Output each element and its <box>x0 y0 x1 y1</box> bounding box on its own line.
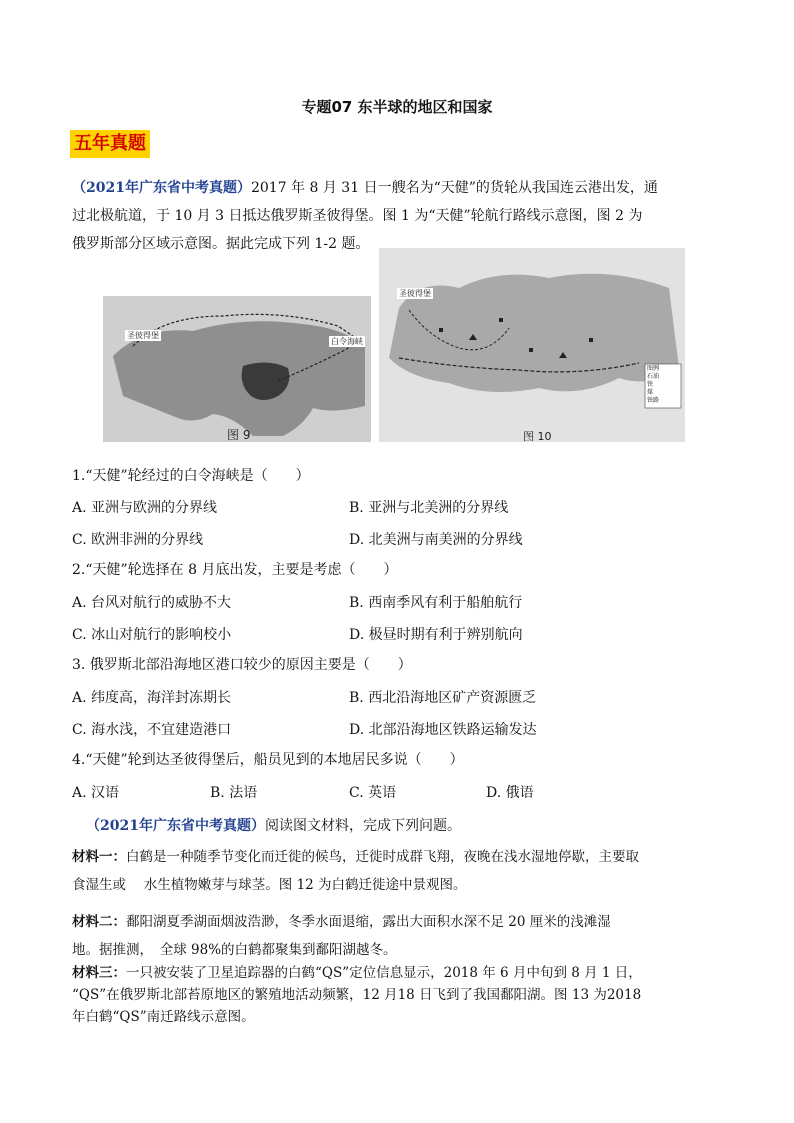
map-label-st-petersburg: 圣彼得堡 <box>399 289 431 298</box>
q4-option-a: A. 汉语 <box>72 785 120 801</box>
q3-option-a: A. 纬度高，海洋封冻期长 <box>72 690 232 706</box>
q1-option-d: D. 北美洲与南美洲的分界线 <box>349 532 523 548</box>
material-3-line-2: “QS”在俄罗斯北部苔原地区的繁殖地活动频繁，12 月18 日飞到了我国鄱阳湖。图 13 为2018 <box>72 987 642 1003</box>
legend-iron: 铁 <box>647 381 654 388</box>
question-3-stem: 3. 俄罗斯北部沿海地区港口较少的原因主要是（ ） <box>72 657 412 673</box>
russia-map-graphic <box>379 248 685 442</box>
material-2-line-1: 鄱阳湖夏季湖面烟波浩渺，冬季水面退缩，露出大面积水深不足 20 厘米的浅滩湿 <box>126 914 611 930</box>
q2-option-c: C. 冰山对航行的影响校小 <box>72 627 232 643</box>
figure-10-map <box>379 248 685 442</box>
page-title: 专题07 东半球的地区和国家 <box>301 98 493 116</box>
intro-2 <box>86 816 461 836</box>
q4-option-c: C. 英语 <box>349 785 397 801</box>
figure-10-caption: 图 10 <box>523 430 552 442</box>
material-3-label: 材料三： <box>72 965 126 981</box>
route-map-graphic <box>103 296 371 442</box>
q3-option-b: B. 西北沿海地区矿产资源匮乏 <box>349 690 537 706</box>
material-1-label: 材料一： <box>72 849 126 865</box>
q3-option-c: C. 海水浅，不宜建造港口 <box>72 722 232 738</box>
q2-option-a: A. 台风对航行的威胁不大 <box>72 595 232 611</box>
material-2-line-2: 地。据推测， 全球 98%的白鹤都聚集到鄱阳湖越冬。 <box>72 942 397 958</box>
q2-option-b: B. 西南季风有利于船舶航行 <box>349 595 523 611</box>
intro-paragraph <box>72 174 722 258</box>
legend-railway: 铁路 <box>647 397 660 404</box>
material-3-line-3: 年白鹤“QS”南迁路线示意图。 <box>72 1009 255 1025</box>
material-1 <box>72 843 722 899</box>
material-1-line-1: 白鹤是一种随季节变化而迁徙的候鸟，迁徙时成群飞翔，夜晚在浅水湿地停歇，主要取 <box>126 849 639 865</box>
map-legend <box>647 365 659 405</box>
legend-coal: 煤 <box>647 389 654 396</box>
q4-option-d: D. 俄语 <box>486 785 534 801</box>
q1-option-c: C. 欧洲非洲的分界线 <box>72 532 204 548</box>
material-2-label: 材料二： <box>72 914 126 930</box>
figure-9-map <box>103 296 371 442</box>
q3-option-d: D. 北部沿海地区铁路运输发达 <box>349 722 537 738</box>
legend-title: 图例 <box>647 365 660 372</box>
material-2 <box>72 908 722 964</box>
material-1-line-2: 食湿生或 水生植物嫩芽与球茎。图 12 为白鹤迁徙途中景观图。 <box>72 877 467 893</box>
intro-2-text: 阅读图文材料，完成下列问题。 <box>264 818 461 834</box>
question-1-stem: 1.“天健”轮经过的白令海峡是（ ） <box>72 468 310 484</box>
intro-line-2: 过北极航道，于 10 月 3 日抵达俄罗斯圣彼得堡。图 1 为“天健”轮航行路线示意图，图 2 为 <box>72 208 643 224</box>
intro-line-1: 2017 年 8 月 31 日一艘名为“天健”的货轮从我国连云港出发，通 <box>250 180 658 196</box>
intro-line-3: 俄罗斯部分区域示意图。据此完成下列 1-2 题。 <box>72 236 370 252</box>
q4-option-b: B. 法语 <box>210 785 258 801</box>
q2-option-d: D. 极昼时期有利于辨别航向 <box>349 627 523 643</box>
source-tag: （2021年广东省中考真题） <box>72 180 251 196</box>
figure-9-caption: 图 9 <box>227 428 251 442</box>
section-heading: 五年真题 <box>70 130 150 158</box>
question-4-stem: 4.“天健”轮到达圣彼得堡后，船员见到的本地居民多说（ ） <box>72 752 464 768</box>
question-2-stem: 2.“天健”轮选择在 8 月底出发，主要是考虑（ ） <box>72 562 398 578</box>
source-tag: （2021年广东省中考真题） <box>86 818 265 834</box>
legend-oil: 石油 <box>647 373 660 380</box>
map-label-bering-strait: 白令海峡 <box>331 337 363 346</box>
q1-option-b: B. 亚洲与北美洲的分界线 <box>349 500 509 516</box>
map-label-st-petersburg: 圣彼得堡 <box>127 331 159 340</box>
material-3-line-1: 一只被安装了卫星追踪器的白鹤“QS”定位信息显示，2018 年 6 月中旬到 8 月 1 日， <box>126 965 642 981</box>
q1-option-a: A. 亚洲与欧洲的分界线 <box>72 500 218 516</box>
material-3 <box>72 962 722 1028</box>
